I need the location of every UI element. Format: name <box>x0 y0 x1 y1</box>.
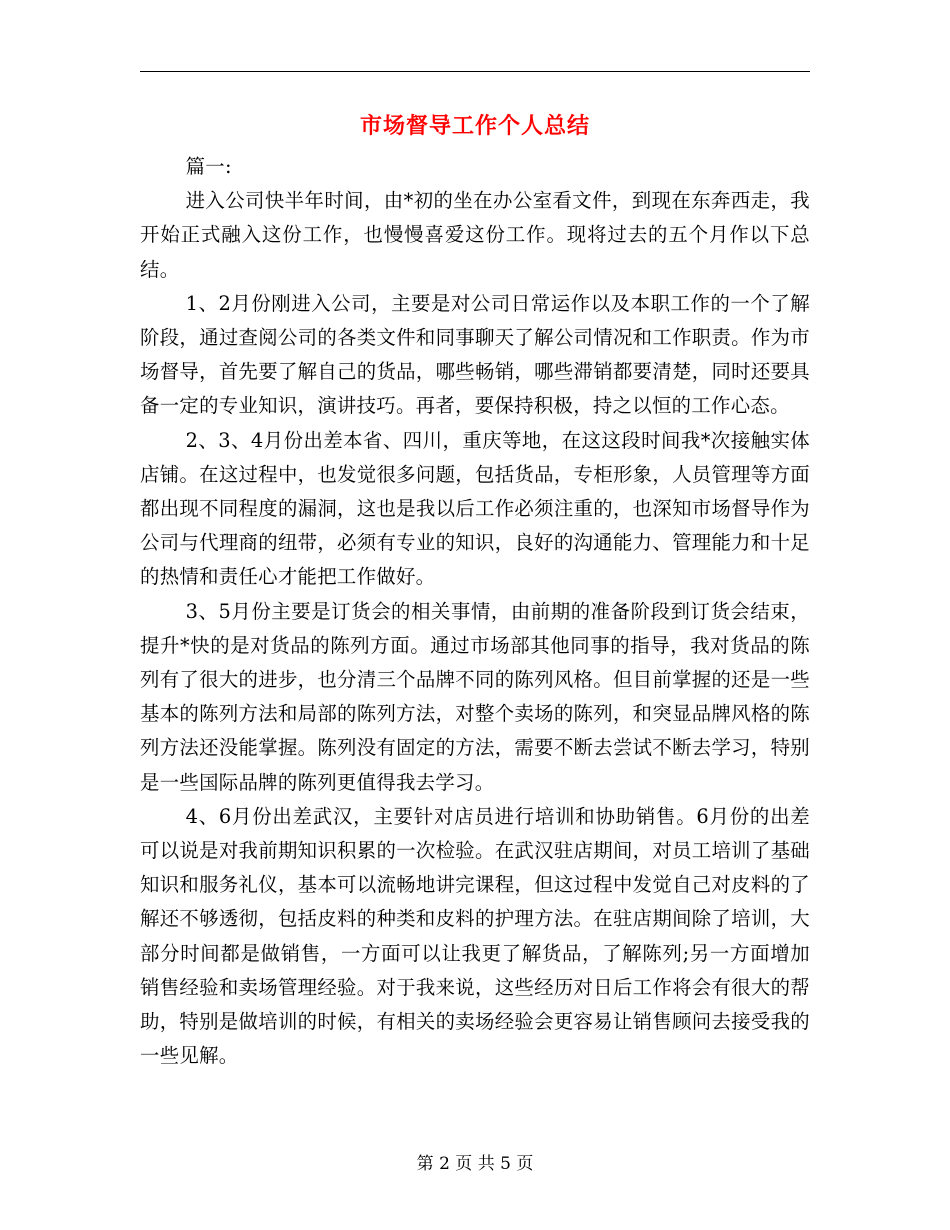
document-body <box>140 150 810 1073</box>
header-rule <box>140 71 810 72</box>
paragraph-item-1: 1、2月份刚进入公司，主要是对公司日常运作以及本职工作的一个了解阶段，通过查阅公司的各类文件和同事聊天了解公司情况和工作职责。作为市场督导，首先要了解自己的货品，哪些畅销，哪些滞销都要清楚，同时还要具备一定的专业知识，演讲技巧。再者，要保持积极，持之以恒的工作心态。 <box>140 291 810 418</box>
document-title: 市场督导工作个人总结 <box>359 113 590 139</box>
page-number-footer: 第 2 页 共 5 页 <box>416 1154 534 1174</box>
paragraph-intro: 进入公司快半年时间，由*初的坐在办公室看文件，到现在东奔西走，我开始正式融入这份工作，也慢慢喜爱这份工作。现将过去的五个月作以下总结。 <box>140 189 810 281</box>
paragraph-item-3: 3、5月份主要是订货会的相关事情，由前期的准备阶段到订货会结束，提升*快的是对货品的陈列方面。通过市场部其他同事的指导，我对货品的陈列有了很大的进步，也分清三个品牌不同的陈列风格。但目前掌握的还是一些基本的陈列方法和局部的陈列方法，对整个卖场的陈列，和突显品牌风格的陈列方法还没能掌握。陈列没有固定的方法，需要不断去尝试不断去学习，特别是一些国际品牌的陈列更值得我去学习。 <box>140 599 810 794</box>
paragraph-item-2: 2、3、4月份出差本省、四川，重庆等地，在这这段时间我*次接触实体店铺。在这过程中，也发觉很多问题，包括货品，专柜形象，人员管理等方面都出现不同程度的漏洞，这也是我以后工作必须注重的，也深知市场督导作为公司与代理商的纽带，必须有专业的知识，良好的沟通能力、管理能力和十足的热情和责任心才能把工作做好。 <box>140 428 810 589</box>
paragraph-section-label: 篇一: <box>185 155 232 178</box>
paragraph-item-4: 4、6月份出差武汉，主要针对店员进行培训和协助销售。6月份的出差可以说是对我前期知识积累的一次检验。在武汉驻店期间，对员工培训了基础知识和服务礼仪，基本可以流畅地讲完课程，但这过程中发觉自己对皮料的了解还不够透彻，包括皮料的种类和皮料的护理方法。在驻店期间除了培训，大部分时间都是做销售，一方面可以让我更了解货品，了解陈列;另一方面增加销售经验和卖场管理经验。对于我来说，这些经历对日后工作将会有很大的帮助，特别是做培训的时候，有相关的卖场经验会更容易让销售顾问去接受我的一些见解。 <box>140 804 810 1068</box>
